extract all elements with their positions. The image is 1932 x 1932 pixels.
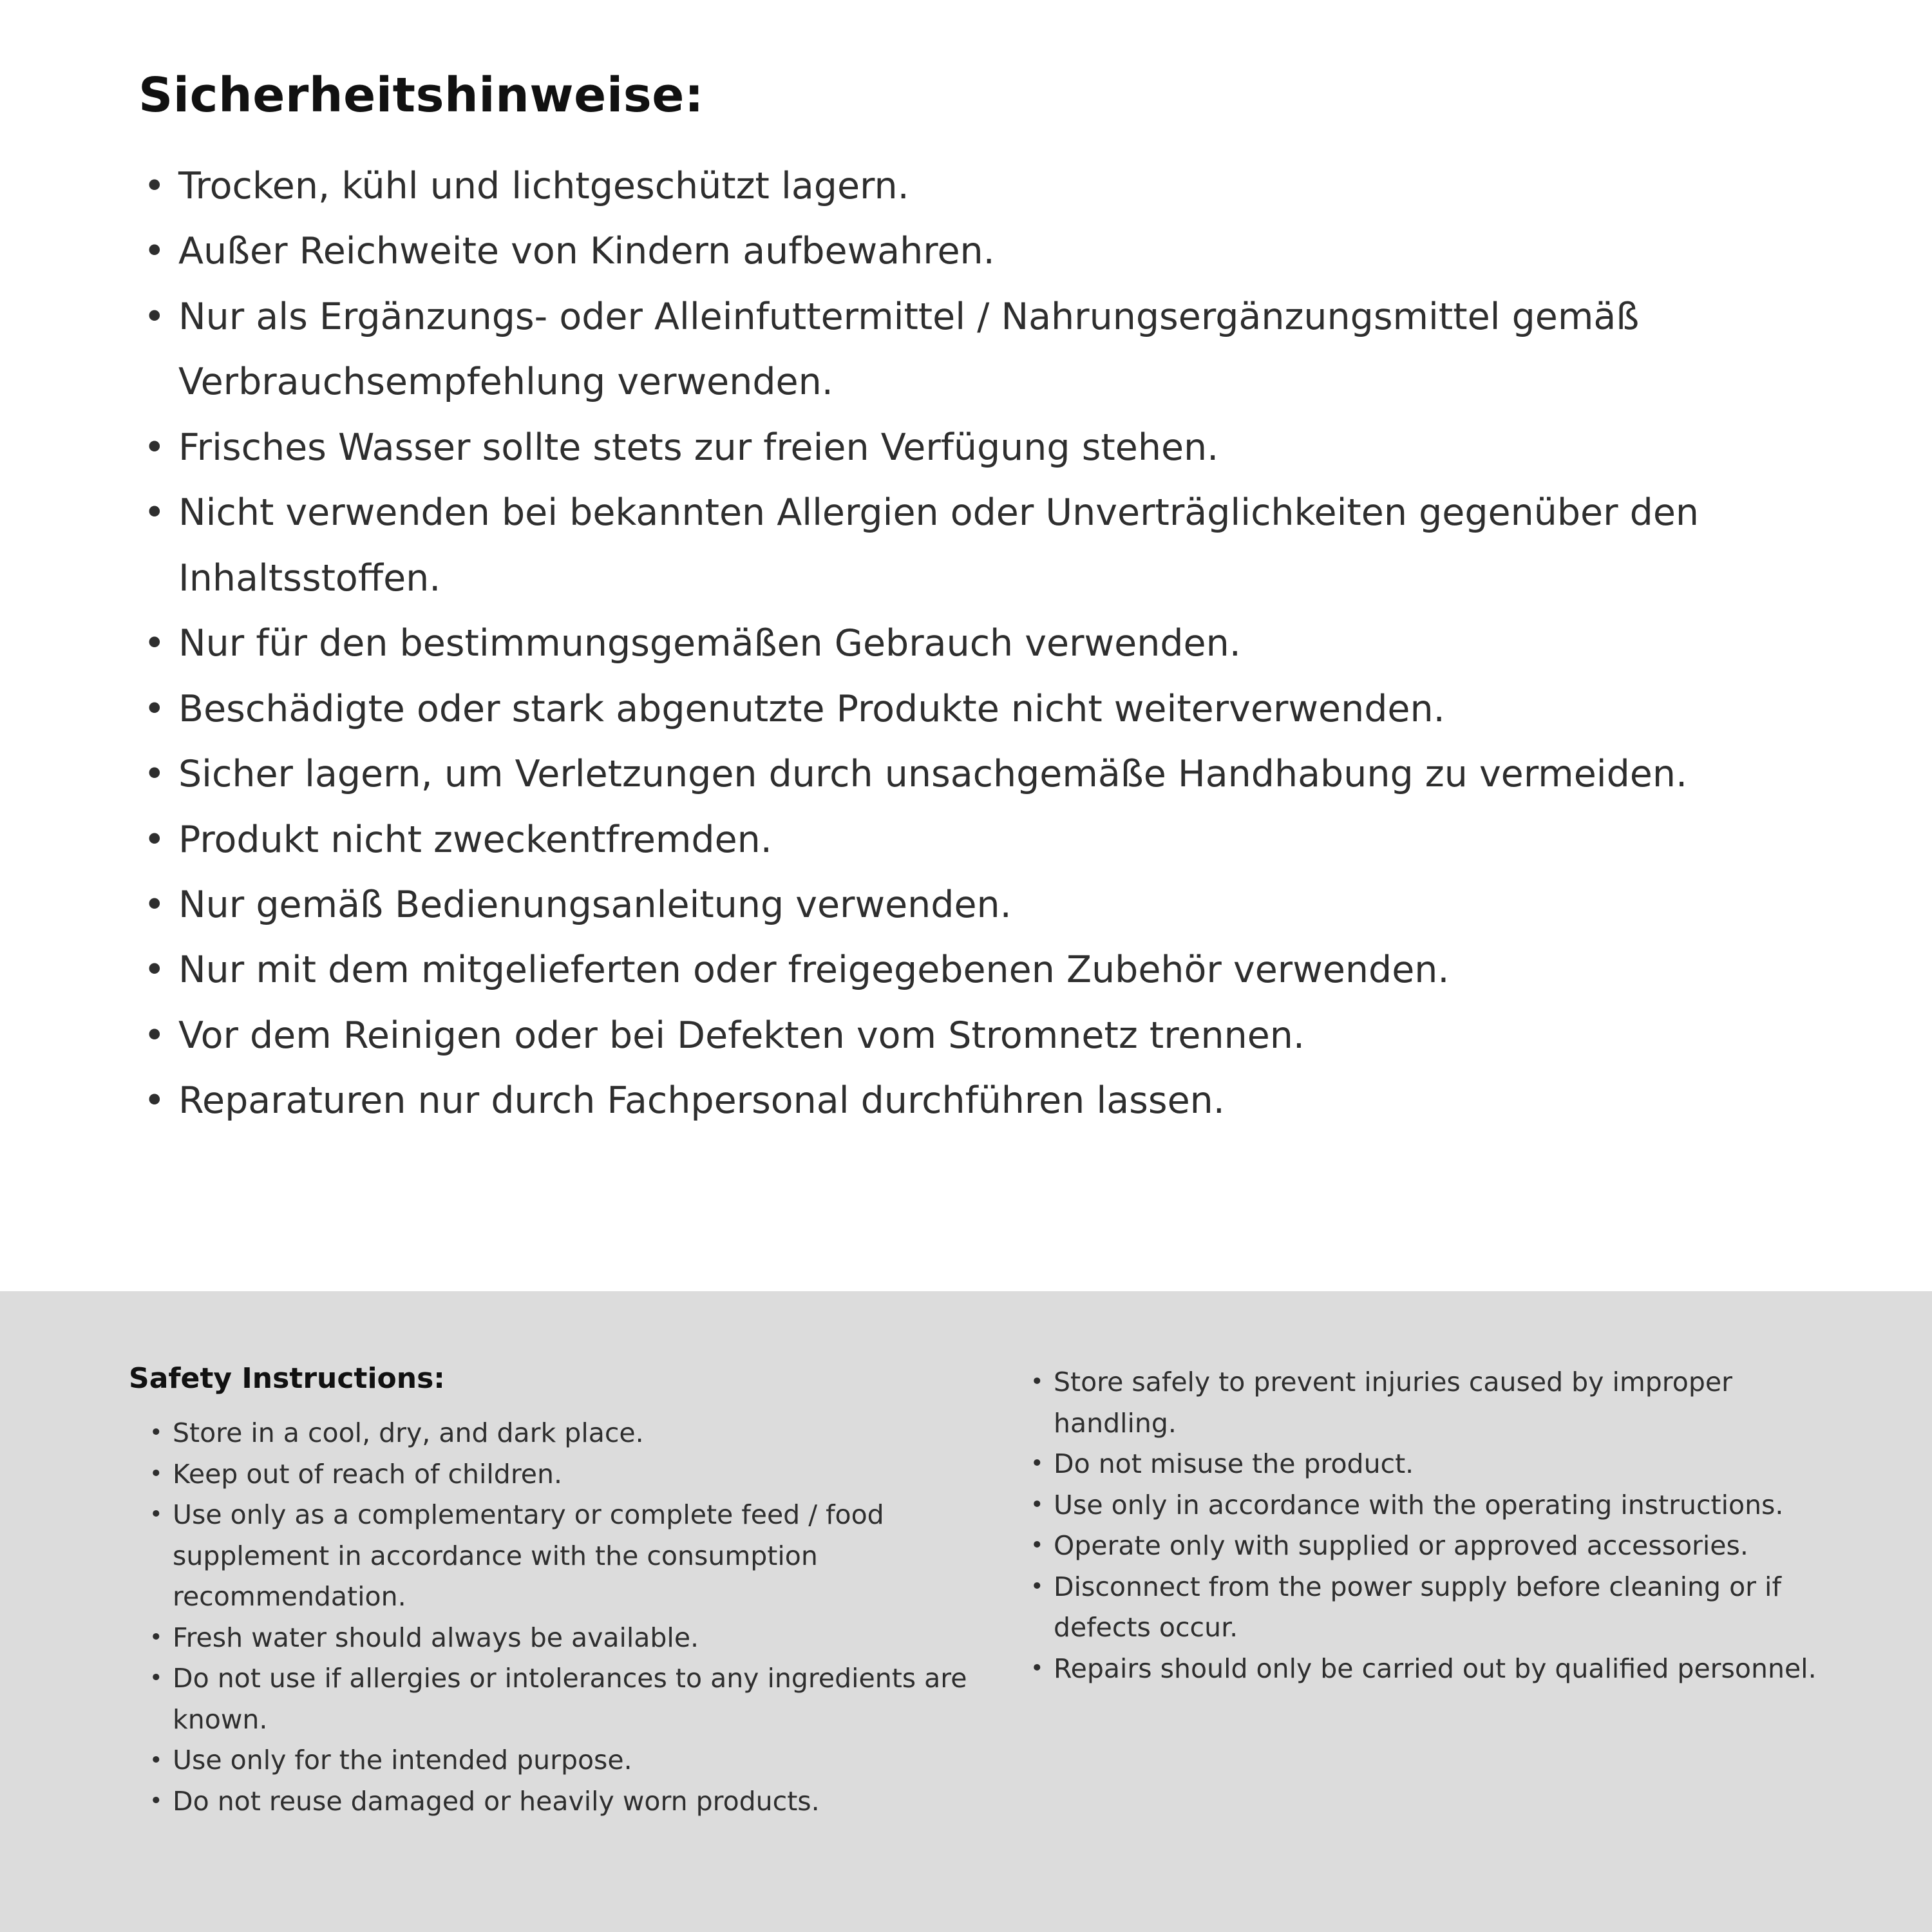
- english-instructions-list-right: [1024, 1362, 1835, 1689]
- list-item: • Fresh water should always be available.: [143, 1618, 985, 1659]
- english-instructions-list-left: [129, 1413, 985, 1822]
- list-item: • Trocken, kühl und lichtgeschützt lagern.: [138, 154, 1826, 219]
- list-item: • Nicht verwenden bei bekannten Allergien oder Unverträglichkeiten gegenüber den Inhaltsstoffen.: [138, 480, 1826, 611]
- list-item: • Außer Reichweite von Kindern aufbewahren.: [138, 219, 1826, 284]
- list-item: • Use only as a complementary or complete feed / food supplement in accordance with the consumption recommendation.: [143, 1495, 985, 1618]
- list-item: • Nur mit dem mitgelieferten oder freigegebenen Zubehör verwenden.: [138, 938, 1826, 1003]
- list-item: • Reparaturen nur durch Fachpersonal durchführen lassen.: [138, 1068, 1826, 1133]
- english-left-column: [129, 1362, 985, 1932]
- list-item: • Vor dem Reinigen oder bei Defekten vom Stromnetz trennen.: [138, 1003, 1826, 1068]
- list-item: • Beschädigte oder stark abgenutzte Produkte nicht weiterverwenden.: [138, 677, 1826, 742]
- list-item: • Keep out of reach of children.: [143, 1454, 985, 1495]
- list-item: • Nur als Ergänzungs- oder Alleinfuttermittel / Nahrungsergänzungsmittel gemäß Verbrauchsempfehlung verwenden.: [138, 285, 1826, 415]
- german-instructions-list: [138, 154, 1826, 1134]
- list-item: • Operate only with supplied or approved accessories.: [1024, 1526, 1835, 1567]
- list-item: • Sicher lagern, um Verletzungen durch unsachgemäße Handhabung zu vermeiden.: [138, 742, 1826, 807]
- list-item: • Use only in accordance with the operating instructions.: [1024, 1485, 1835, 1526]
- english-right-column: [1024, 1362, 1835, 1932]
- german-section-title: Sicherheitshinweise:: [138, 68, 705, 123]
- list-item: • Use only for the intended purpose.: [143, 1740, 985, 1781]
- list-item: • Do not misuse the product.: [1024, 1444, 1835, 1485]
- english-section-title: Safety Instructions:: [129, 1362, 445, 1395]
- english-section: [0, 1291, 1932, 1932]
- list-item: • Disconnect from the power supply before cleaning or if defects occur.: [1024, 1567, 1835, 1649]
- list-item: • Do not reuse damaged or heavily worn products.: [143, 1781, 985, 1823]
- list-item: • Store safely to prevent injuries caused by improper handling.: [1024, 1362, 1835, 1444]
- list-item: • Frisches Wasser sollte stets zur freien Verfügung stehen.: [138, 415, 1826, 480]
- list-item: • Store in a cool, dry, and dark place.: [143, 1413, 985, 1454]
- list-item: • Produkt nicht zweckentfremden.: [138, 808, 1826, 873]
- list-item: • Nur gemäß Bedienungsanleitung verwenden.: [138, 873, 1826, 938]
- list-item: • Do not use if allergies or intolerances to any ingredients are known.: [143, 1658, 985, 1740]
- list-item: • Nur für den bestimmungsgemäßen Gebrauch verwenden.: [138, 611, 1826, 676]
- list-item: • Repairs should only be carried out by qualified personnel.: [1024, 1649, 1835, 1690]
